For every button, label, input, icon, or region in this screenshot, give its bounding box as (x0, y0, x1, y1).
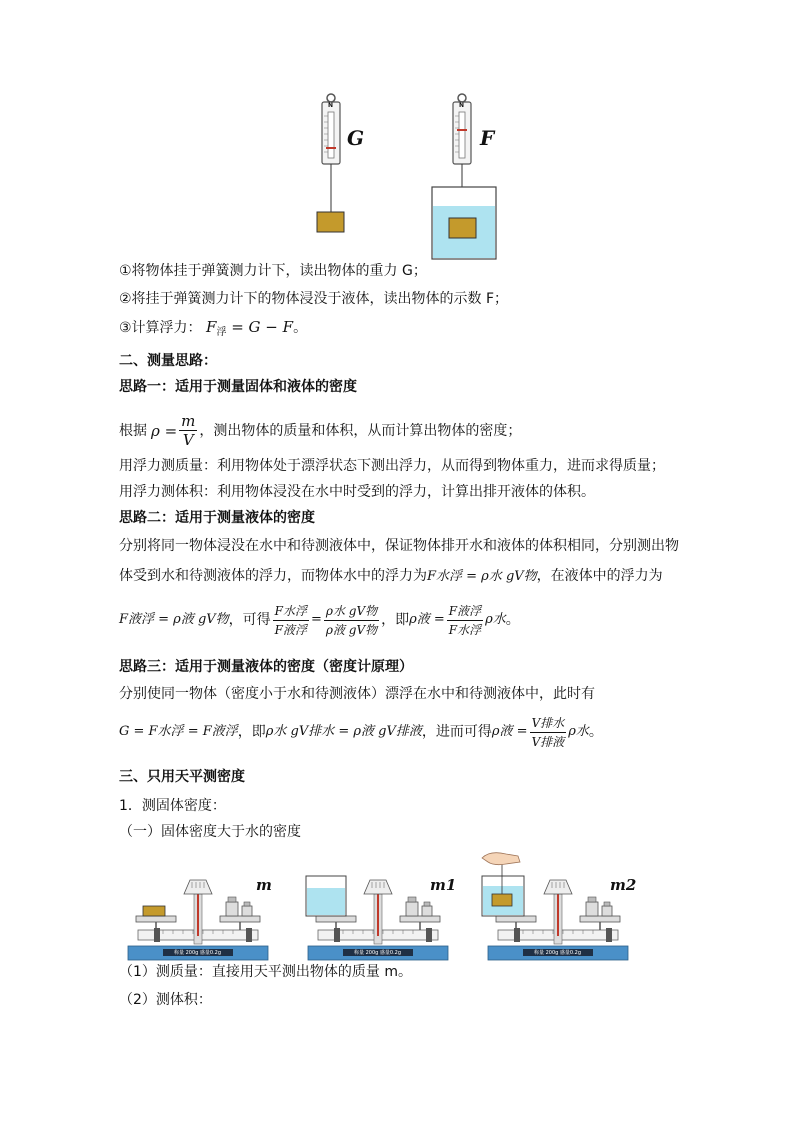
density-fraction: $\frac{m}{V}$ (181, 412, 196, 449)
idea-2-line-2: 体受到水和待测液体的浮力，而物体水中的浮力为F水浮 = ρ水 gV物，在液体中的浮力为 (119, 568, 663, 584)
section-3-heading: 三、只用天平测密度 (119, 769, 245, 785)
idea-3-line-1: 分别使同一物体（密度小于水和待测液体）漂浮在水中和待测液体中，此时有 (119, 686, 595, 702)
idea-1-line-2: 用浮力测质量：利用物体处于漂浮状态下测出浮力，从而得到物体重力，进而求得质量； (119, 458, 665, 474)
figure-spring-scales (300, 90, 520, 265)
balance-label-m2: m2 (610, 876, 637, 894)
section-3-sub-1: 1．测固体密度： (119, 798, 226, 814)
idea-2-line-3: F液浮 = ρ液 gV物 ，可得 $\frac{\text{F水浮}}{\text{F液浮}}$ = $\frac{\text{ρ水 gV物}}{\text{ρ液 gV物}}$ ，即 ρ液 = $\frac{\text{F液浮}}{\text{F水浮}}$ ρ水 。 (119, 603, 520, 637)
idea-3-heading: 思路三：适用于测量液体的密度（密度计原理） (119, 659, 413, 675)
idea-1-heading: 思路一：适用于测量固体和液体的密度 (119, 379, 357, 395)
idea-3-line-2: G = F水浮 = F液浮 ，即 ρ水 gV排水 = ρ液 gV排液 ，进而可得 ρ液 = $\frac{\text{V排水}}{\text{V排液}}$ ρ水 。 (119, 715, 603, 749)
step-3: ③计算浮力： $F_浮 = G - F$。 (119, 318, 308, 338)
step-3-text: ③计算浮力： (119, 320, 202, 336)
step-3-formula: $F_浮 = G - F$ (206, 318, 294, 338)
label-gravity-g: G (347, 126, 365, 150)
section-3-case-1: （一）固体密度大于水的密度 (119, 824, 301, 840)
balance-1 (128, 880, 268, 960)
balance-2 (306, 876, 448, 960)
idea-2-line-1: 分别将同一物体浸没在水中和待测液体中，保证物体排开水和液体的体积相同，分别测出物 (119, 538, 679, 554)
label-reading-f: F (480, 126, 495, 150)
section-3-step-1: （1）测质量：直接用天平测出物体的质量 m。 (119, 964, 412, 980)
balance-3-plate-text: 称量 200g 感量0.2g (534, 950, 582, 956)
balance-figures (118, 850, 643, 968)
balance-label-m: m (256, 876, 272, 894)
step-2: ②将挂于弹簧测力计下的物体浸没于液体，读出物体的示数 F； (119, 291, 509, 307)
section-2-heading: 二、测量思路： (119, 353, 217, 369)
balance-1-plate-text: 称量 200g 感量0.2g (174, 950, 222, 956)
balance-label-m1: m1 (430, 876, 457, 894)
idea-2-heading: 思路二：适用于测量液体的密度 (119, 510, 315, 526)
balance-3 (482, 853, 628, 960)
spring-scale-right (432, 94, 496, 259)
balance-2-plate-text: 称量 200g 感量0.2g (354, 950, 402, 956)
idea-1-line-1: 根据 ρ = $\frac{m}{V}$ ，测出物体的质量和体积，从而计算出物体的密度； (119, 412, 522, 449)
section-3-step-2: （2）测体积： (119, 992, 212, 1008)
spring-scale-left (317, 94, 344, 232)
step-1: ①将物体挂于弹簧测力计下，读出物体的重力 G； (119, 263, 427, 279)
spring-scales-drawing (300, 90, 520, 265)
scale-letter-left: N (328, 102, 334, 109)
idea-1-line-3: 用浮力测体积：利用物体浸没在水中时受到的浮力，计算出排开液体的体积。 (119, 484, 595, 500)
scale-letter-right: N (459, 102, 465, 109)
